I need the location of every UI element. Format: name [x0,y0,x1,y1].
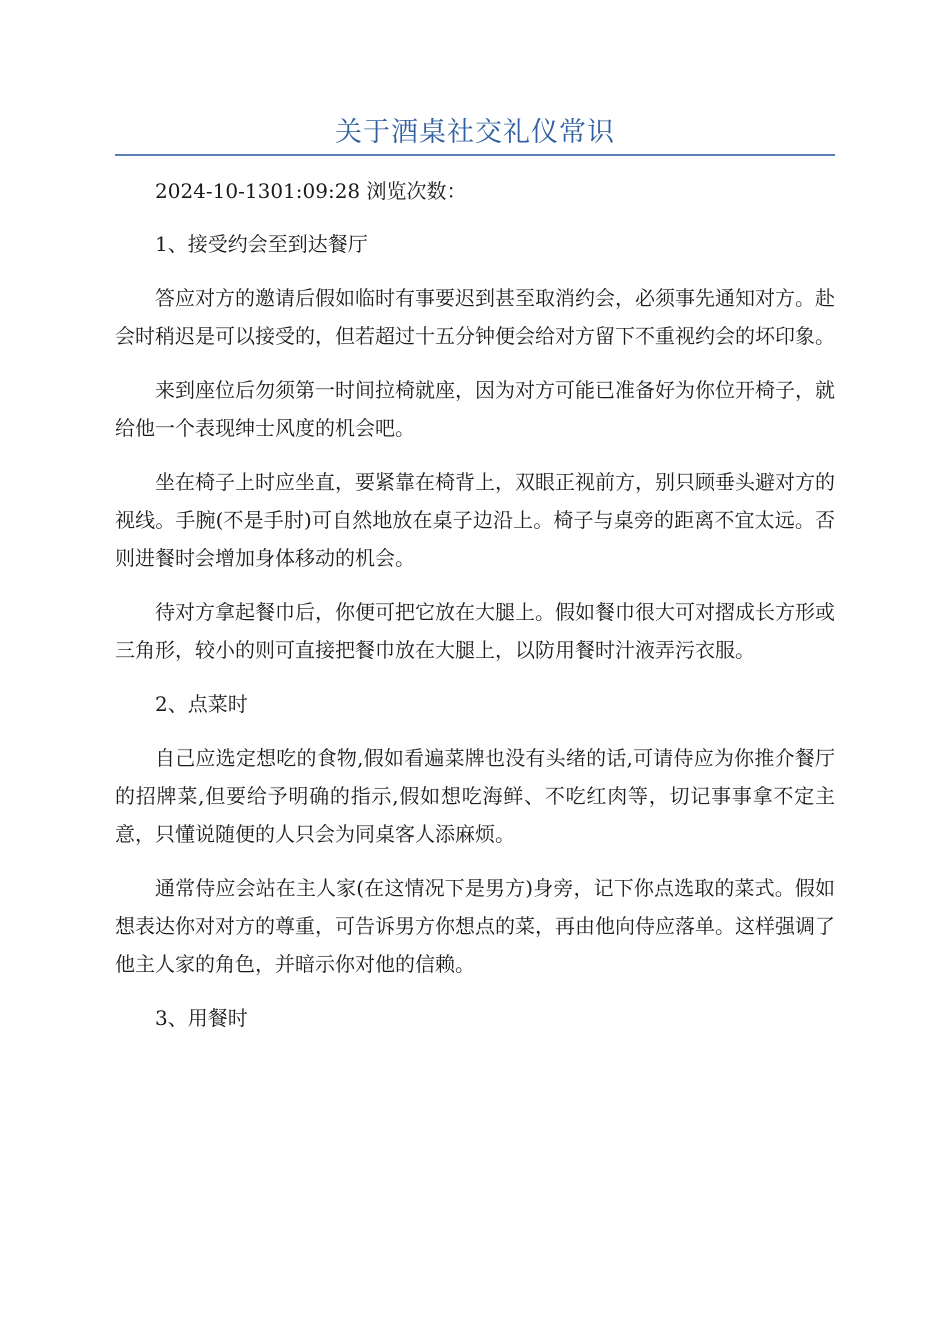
section-heading-1: 1、接受约会至到达餐厅 [155,232,368,256]
title-underline [115,154,835,156]
paragraph: 待对方拿起餐巾后，你便可把它放在大腿上。假如餐巾很大可对摺成长方形或三角形，较小的则可直接把餐巾放在大腿上，以防用餐时汁液弄污衣服。 [115,600,835,662]
paragraph: 自己应选定想吃的食物,假如看遍菜牌也没有头绪的话,可请侍应为你推介餐厅的招牌菜,但要给予明确的指示,假如想吃海鲜、不吃红肉等，切记事事拿不定主意，只懂说随便的人只会为同桌客人添麻烦。 [115,746,835,846]
paragraph: 坐在椅子上时应坐直，要紧靠在椅背上，双眼正视前方，别只顾垂头避对方的视线。手腕(不是手肘)可自然地放在桌子边沿上。椅子与桌旁的距离不宜太远。否则进餐时会增加身体移动的机会。 [115,470,835,570]
document-title: 关于酒桌社交礼仪常识 [335,117,615,148]
section-heading-2: 2、点菜时 [155,692,248,716]
document-page [115,0,835,1030]
document-body [115,172,835,1053]
section-heading-3: 3、用餐时 [155,1006,248,1030]
meta-line: 2024-10-1301:09:28 浏览次数： [155,179,467,203]
paragraph: 来到座位后勿须第一时间拉椅就座，因为对方可能已准备好为你位开椅子，就给他一个表现绅士风度的机会吧。 [115,378,835,440]
paragraph: 通常侍应会站在主人家(在这情况下是男方)身旁，记下你点选取的菜式。假如想表达你对对方的尊重，可告诉男方你想点的菜，再由他向侍应落单。这样强调了他主人家的角色，并暗示你对他的信赖。 [115,876,835,976]
paragraph: 答应对方的邀请后假如临时有事要迟到甚至取消约会，必须事先通知对方。赴会时稍迟是可以接受的，但若超过十五分钟便会给对方留下不重视约会的坏印象。 [115,286,835,348]
